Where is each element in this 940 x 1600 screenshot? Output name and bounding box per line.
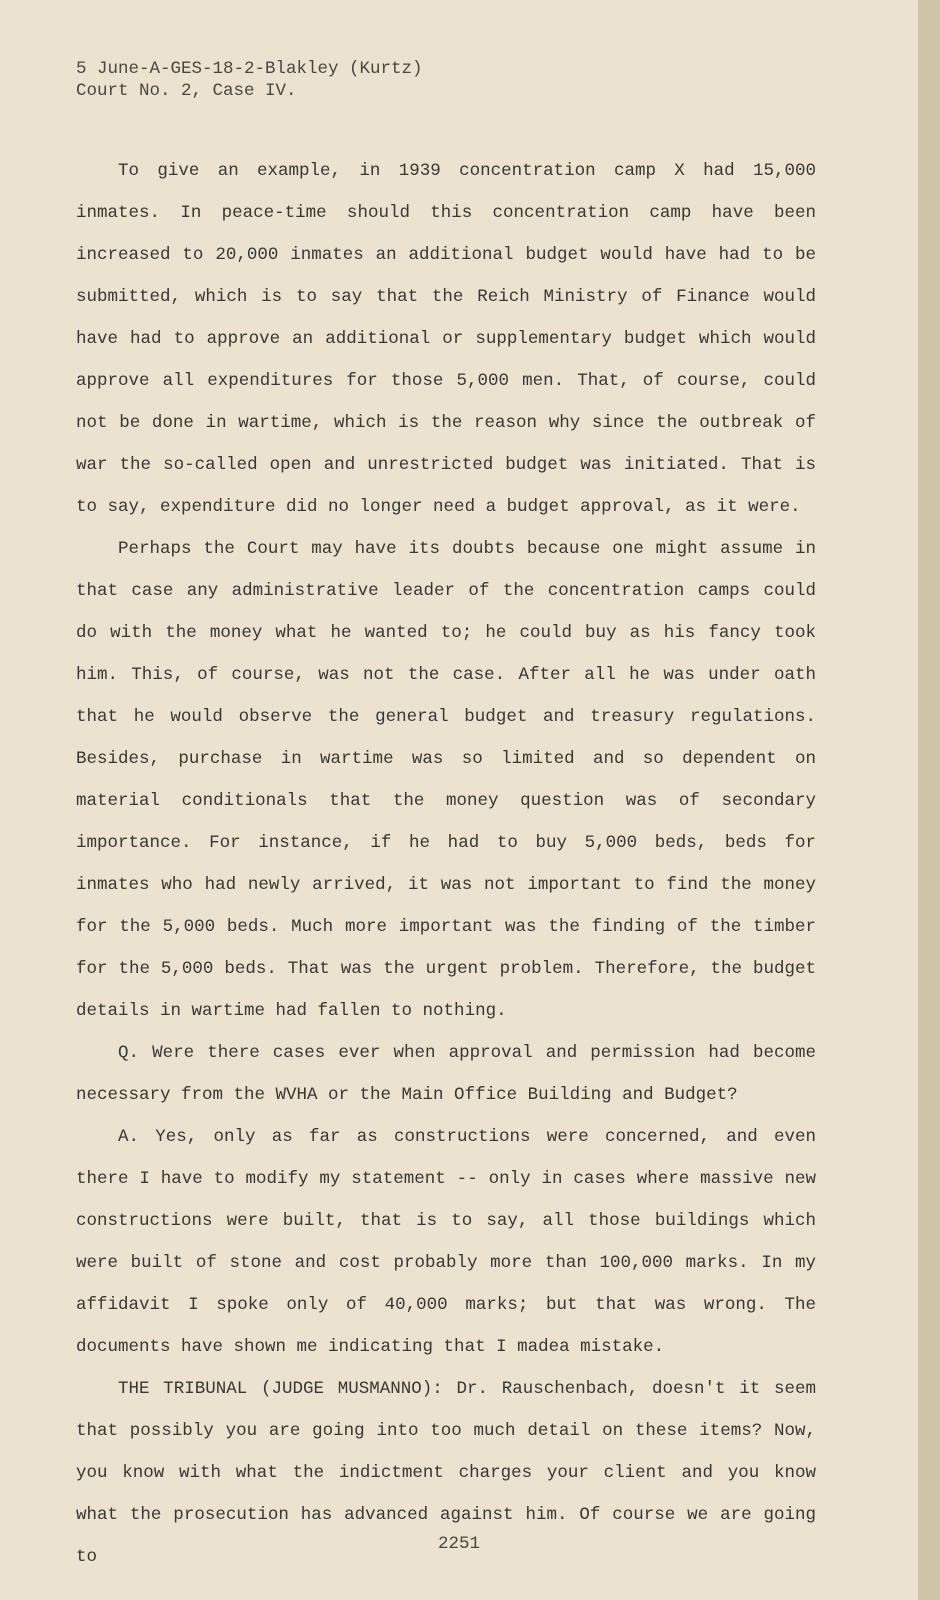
paragraph-question: Q. Were there cases ever when approval and permission had become necessary from the WVHA or the Main Office Building and Budget?: [76, 1043, 816, 1105]
paragraph-tribunal: THE TRIBUNAL (JUDGE MUSMANNO): Dr. Rauschenbach, doesn't it seem that possibly you are going into too much detail on these items? Now, you know with what the indictment charges your client and you know what the prosecution has advanced against him. Of course we are going to: [76, 1379, 816, 1567]
transcript-body: [76, 150, 816, 1578]
paragraph-answer: A. Yes, only as far as constructions were concerned, and even there I have to modify my statement -- only in cases where massive new constructions were built, that is to say, all those buildings which were built of stone and cost probably more than 100,000 marks. In my affidavit I spoke only of 40,000 marks; but that was wrong. The documents have shown me indicating that I madea mistake.: [76, 1127, 816, 1357]
header-reference-line: 5 June-A-GES-18-2-Blakley (Kurtz): [76, 59, 423, 79]
paragraph-court-doubts: Perhaps the Court may have its doubts because one might assume in that case any administrative leader of the concentration camps could do with the money what he wanted to; he could buy as his fancy took him. This, of course, was not the case. After all he was under oath that he would observe the general budget and treasury regulations. Besides, purchase in wartime was so limited and so dependent on material conditionals that the money question was of secondary importance. For instance, if he had to buy 5,000 beds, beds for inmates who had newly arrived, it was not important to find the money for the 5,000 beds. Much more important was the finding of the timber for the 5,000 beds. That was the urgent problem. Therefore, the budget details in wartime had fallen to nothing.: [76, 539, 816, 1021]
paragraph-budget-example: To give an example, in 1939 concentration camp X had 15,000 inmates. In peace-time should this concentration camp have been increased to 20,000 inmates an additional budget would have had to be submitted, which is to say that the Reich Ministry of Finance would have had to approve an additional or supplementary budget which would approve all expenditures for those 5,000 men. That, of course, could not be done in wartime, which is the reason why since the outbreak of war the so-called open and unrestricted budget was initiated. That is to say, expenditure did no longer need a budget approval, as it were.: [76, 161, 816, 517]
page-number: 2251: [437, 1534, 480, 1554]
header-court-line: Court No. 2, Case IV.: [76, 81, 297, 101]
document-header: [76, 58, 423, 102]
